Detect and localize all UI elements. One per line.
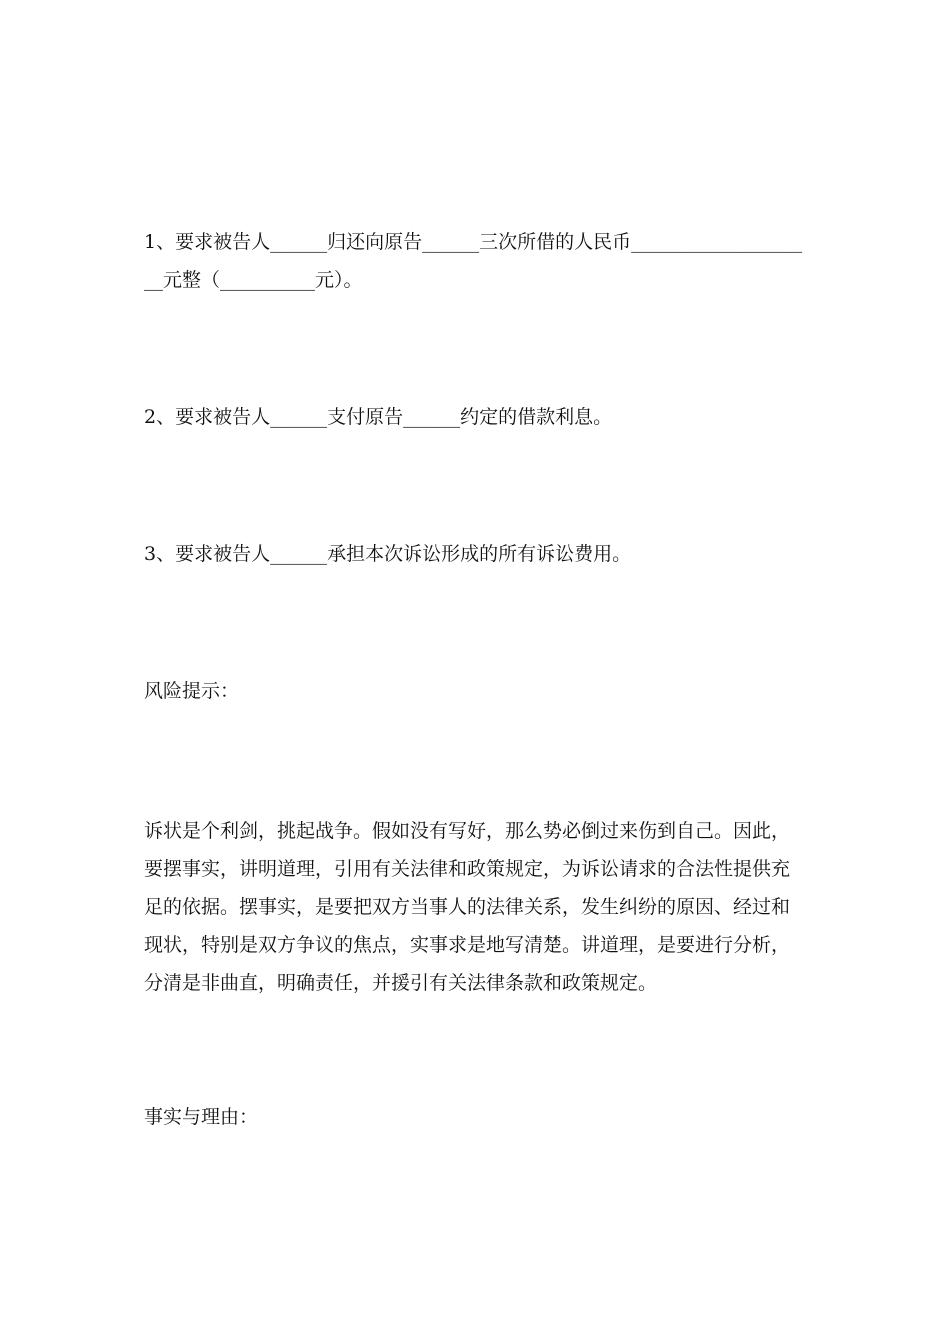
claim-item-2: 2、要求被告人______支付原告______约定的借款利息。: [144, 406, 613, 428]
risk-body: 诉状是个利剑，挑起战争。假如没有写好，那么势必倒过来伤到自己。因此，要摆事实，讲明道理，引用有关法律和政策规定，为诉讼请求的合法性提供充足的依据。摆事实，是要把双方当事人的法律关系，发生纠纷的原因、经过和现状，特别是双方争议的焦点，实事求是地写清楚。讲道理，是要进行分析，分清是非曲直，明确责任，并援引有关法律条款和政策规定。: [144, 820, 791, 994]
claim-item-1: 1、要求被告人______归还向原告______三次所借的人民币____________________元整（__________元）。: [144, 231, 803, 291]
risk-heading: 风险提示：: [144, 680, 240, 702]
claim-item-3: 3、要求被告人______承担本次诉讼形成的所有诉讼费用。: [144, 543, 632, 565]
facts-heading: 事实与理由：: [144, 1106, 259, 1128]
